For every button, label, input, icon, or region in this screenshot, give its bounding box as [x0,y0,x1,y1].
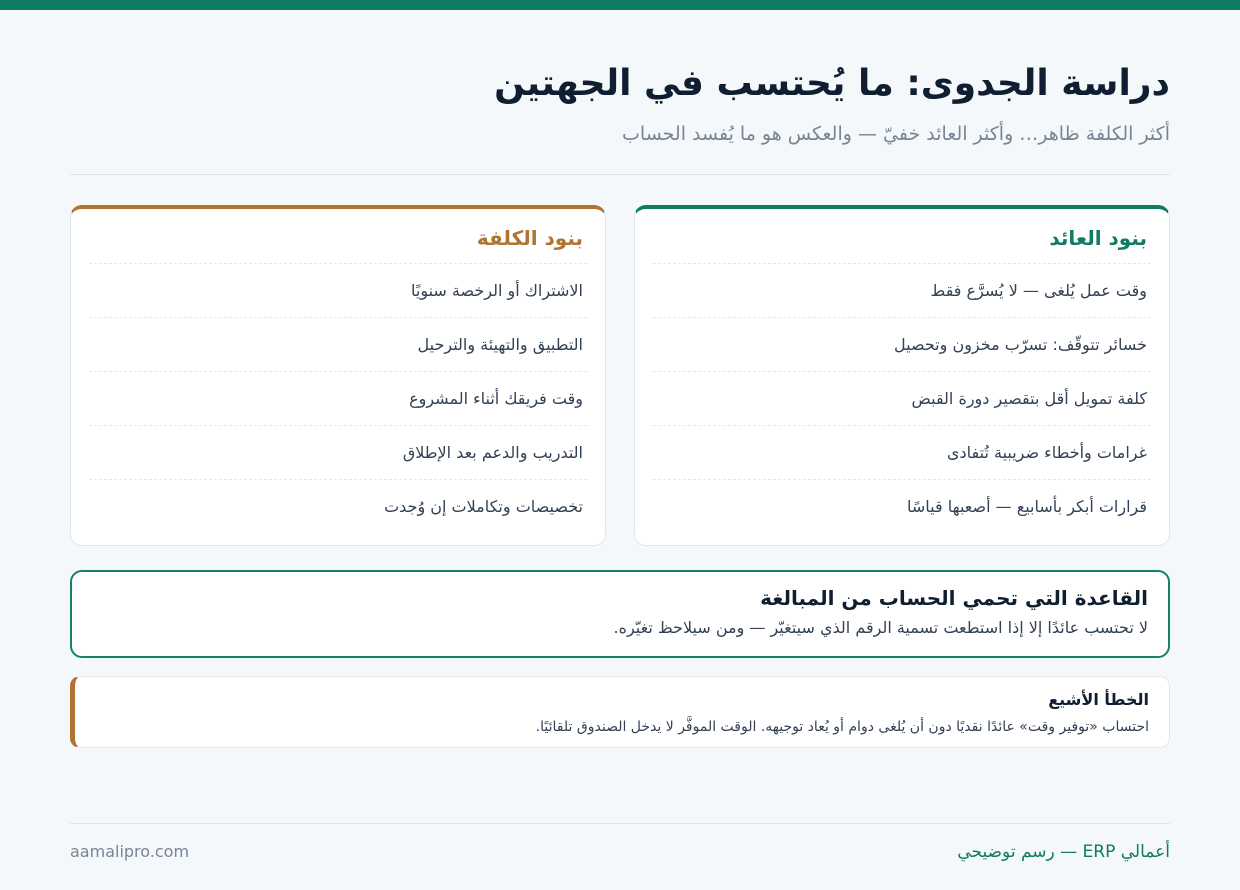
top-accent-bar [0,0,1240,10]
rule-title: القاعدة التي تحمي الحساب من المبالغة [760,586,1148,610]
mistake-callout [70,676,1170,748]
benefit-item: قرارات أبكر بأسابيع — أصعبها قياسًا [906,497,1147,516]
cost-item: التدريب والدعم بعد الإطلاق [89,426,587,480]
benefit-item: غرامات وأخطاء ضريبية تُتفادى [653,426,1151,480]
rule-callout [70,570,1170,658]
page-title: دراسة الجدوى: ما يُحتسب في الجهتين [494,63,1170,104]
page-subtitle: أكثر الكلفة ظاهر… وأكثر العائد خفيّ — والعكس هو ما يُفسد الحساب [622,123,1170,145]
benefits-title: بنود العائد [653,223,1151,264]
benefits-card [634,205,1170,546]
costs-card [70,205,606,546]
rule-text: لا تحتسب عائدًا إلا إذا استطعت تسمية الرقم الذي سيتغيّر — ومن سيلاحظ تغيّره. [613,618,1148,637]
comparison-columns [70,205,1170,546]
benefit-item: خسائر تتوقّف: تسرّب مخزون وتحصيل [653,318,1151,372]
cost-item: تخصيصات وتكاملات إن وُجدت [384,497,583,516]
cost-item: وقت فريقك أثناء المشروع [89,372,587,426]
mistake-title: الخطأ الأشيع [1048,690,1149,709]
benefit-item: كلفة تمويل أقل بتقصير دورة القبض [653,372,1151,426]
footer [70,823,1170,863]
footer-brand: أعمالي ERP — رسم توضيحي [957,842,1170,862]
mistake-text: احتساب «توفير وقت» عائدًا نقديًا دون أن يُلغى دوام أو يُعاد توجيهه. الوقت الموفَّر لا يدخل الصندوق تلقائيًا. [535,719,1149,735]
costs-title: بنود الكلفة [89,223,587,264]
header [70,58,1170,175]
benefit-item: وقت عمل يُلغى — لا يُسرَّع فقط [653,264,1151,318]
footer-domain: aamalipro.com [70,842,190,861]
cost-item: الاشتراك أو الرخصة سنويًا [89,264,587,318]
cost-item: التطبيق والتهيئة والترحيل [89,318,587,372]
